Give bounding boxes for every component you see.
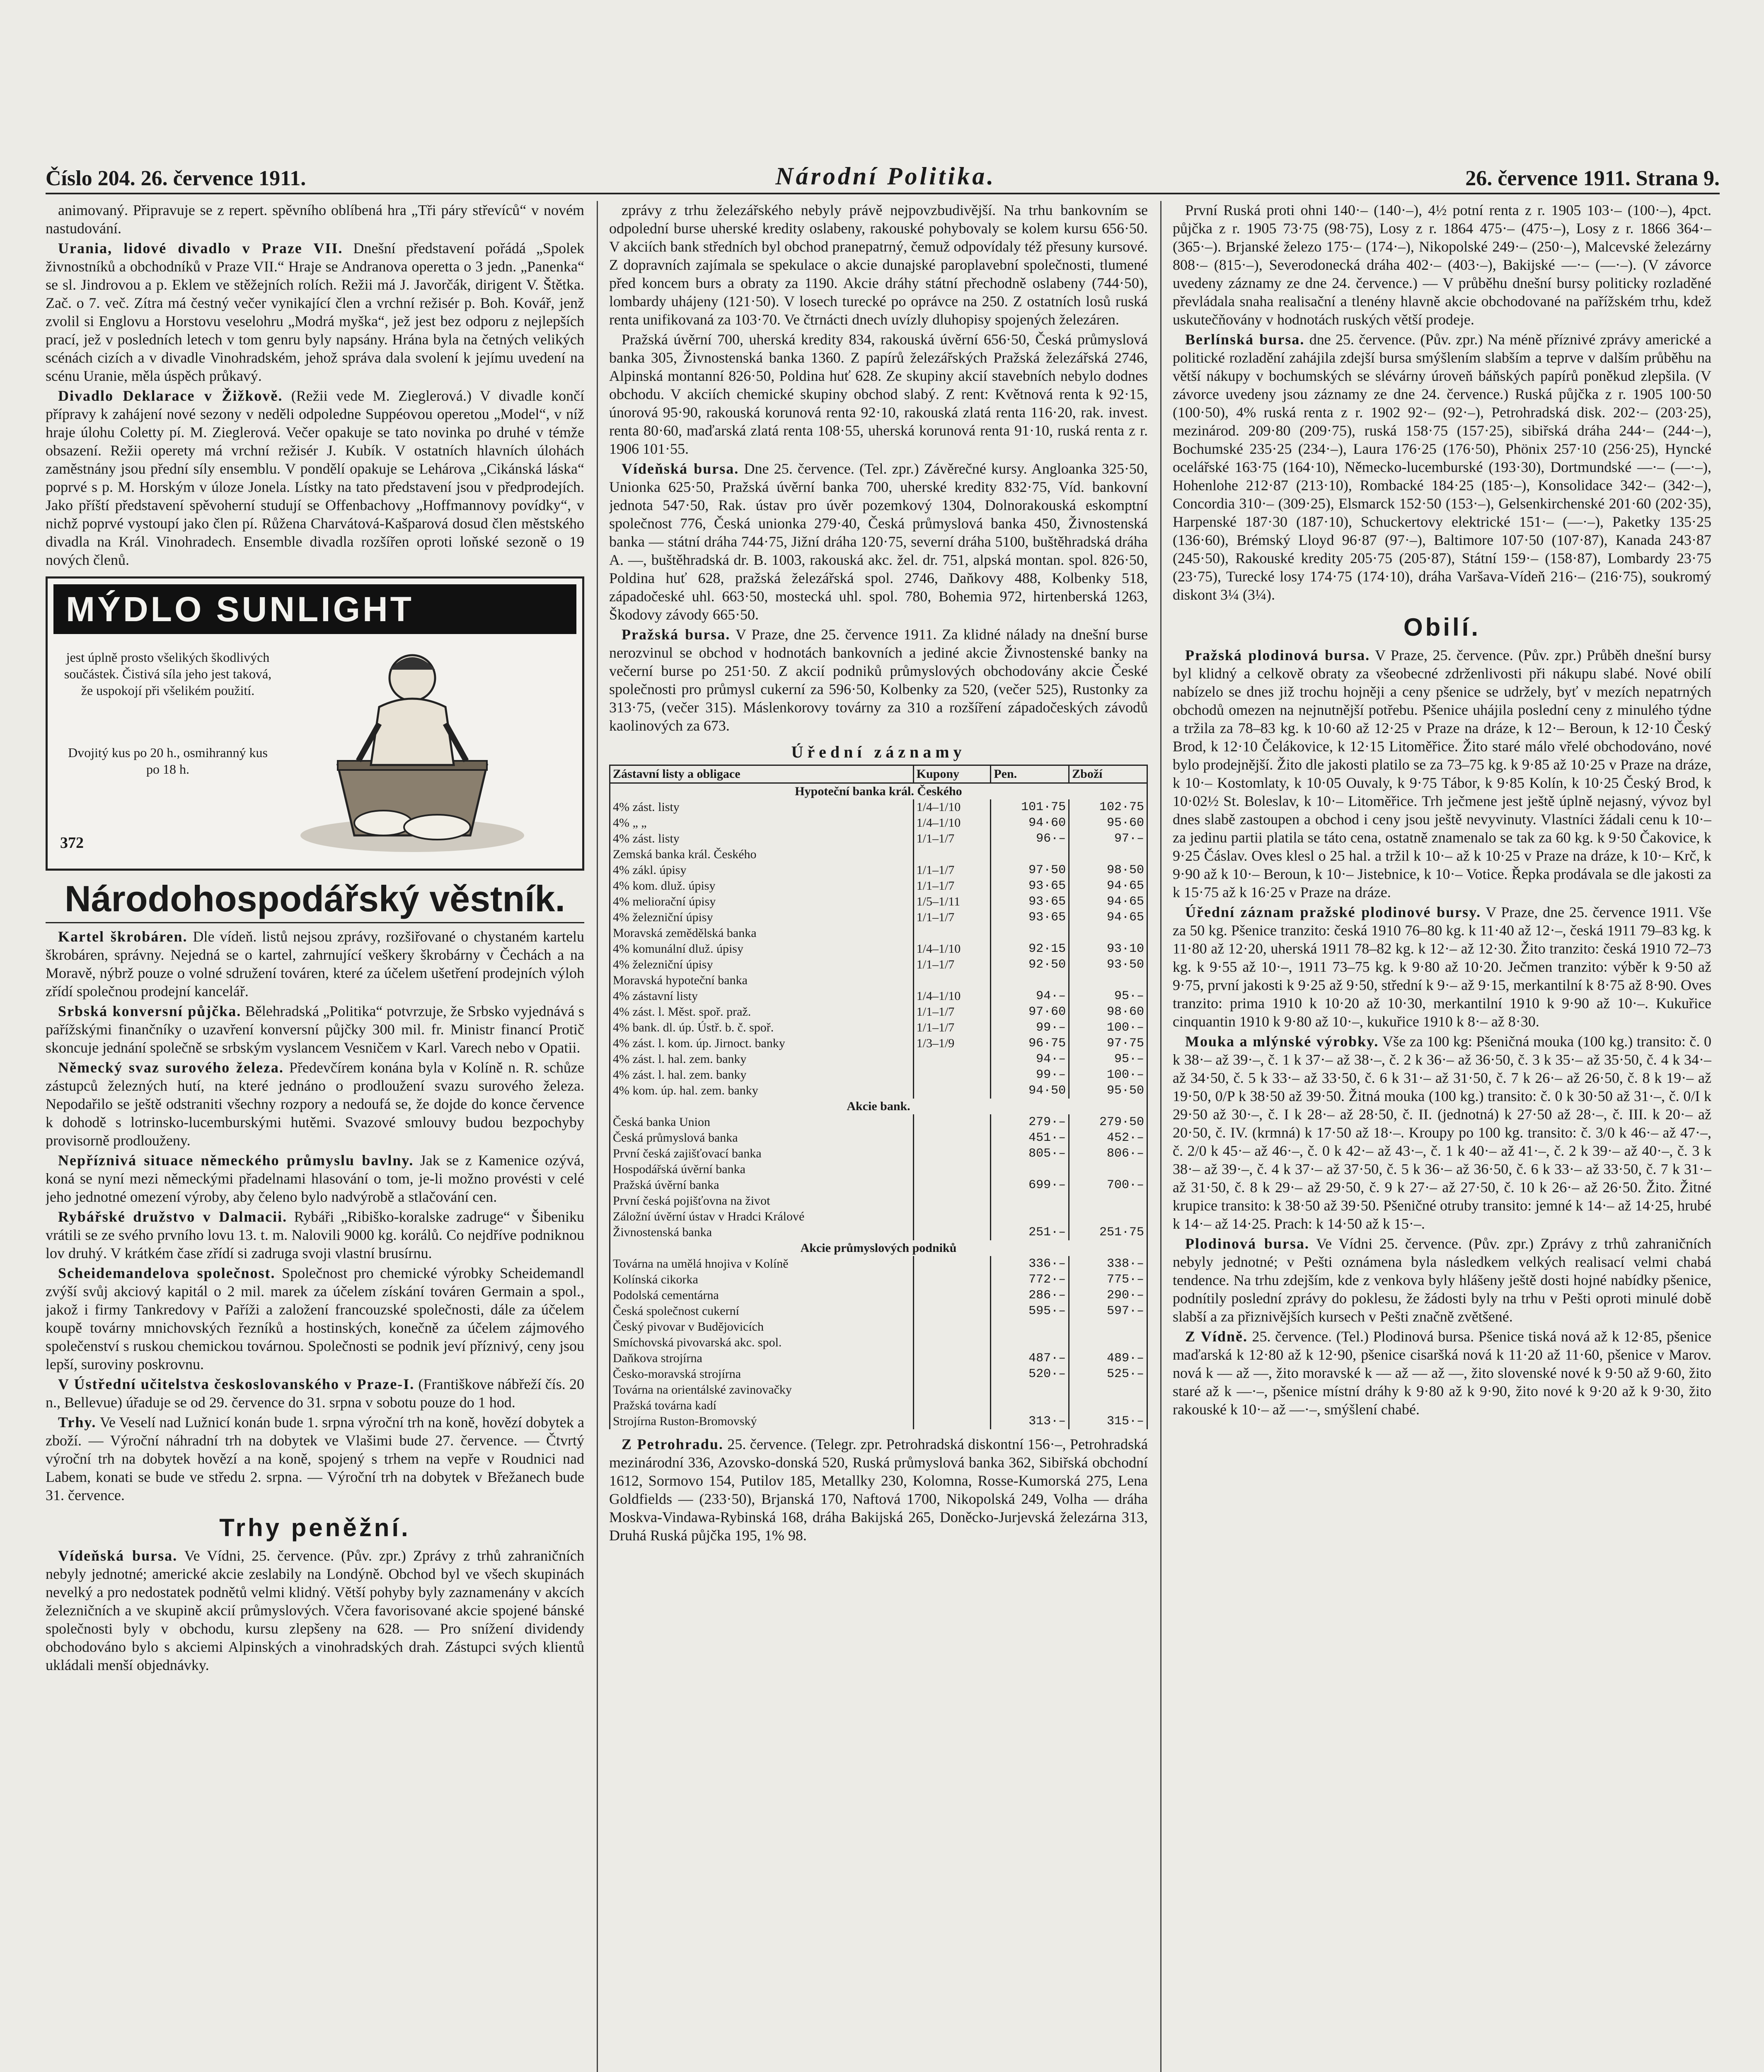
article-paragraph [1173,1032,1711,1233]
bid-cell: 93·65 [991,910,1069,925]
article-heading: Divadlo Deklarace v Žižkově. [58,387,283,404]
column-middle [609,201,1148,2072]
table-row [610,799,1147,815]
ask-cell [1069,847,1147,862]
coupon-cell [913,1272,991,1288]
security-name-cell: Moravská zemědělská banka [610,925,914,941]
table-row [610,1193,1147,1209]
ask-cell: 251·75 [1069,1225,1147,1240]
coupon-cell [913,1335,991,1351]
article-heading: Trhy. [58,1414,97,1431]
article-paragraph [609,1435,1148,1544]
table-row [610,862,1147,878]
article-paragraph: animovaný. Připravuje se z repert. spěvního oblíbená hra „Tři páry střevíců“ v novém nastudování. [46,202,584,237]
table-group-row [610,783,1147,800]
coupon-cell [913,1146,991,1162]
article-text: Předevčírem konána byla v Kolíně n. R. schůze zástupců železných hutí, na které jednáno o prodloužení svazu surového železa. Nepodařilo se ještě odstraniti všechny rozpory a nedoufá se, že dojde do konce července k dohodě s lotrinsko-lucemburskými hutěmi. Svazové smlouvy budou bezpochyby provisorně prodlouženy. [46,1059,584,1149]
coupon-cell [913,1256,991,1272]
bid-cell: 805·– [991,1146,1069,1162]
article-paragraph [46,1058,584,1150]
column-left [46,201,584,2072]
table-row [610,1398,1147,1414]
coupon-cell [913,1162,991,1177]
article-text: Ve Veselí nad Lužnicí konán bude 1. srpna výroční trh na koně, hovězí dobytek a zboží. — Výroční náhradní trh na dobytek ve Vlašimi bude 27. července. — Čtvrtý výroční trh na dobytek hovězí a na koně, spojený s trhem na vepře v Roudnici nad Labem, konati se bude ve středu 2. srpna. — Výroční trh na dobytek v Břežanech bude 31. července. [46,1414,584,1503]
security-name-cell: 4% „ „ [610,815,914,831]
ad-number: 372 [60,834,84,852]
table-row [610,1351,1147,1366]
ask-cell: 102·75 [1069,799,1147,815]
table-row [610,1209,1147,1225]
ask-cell [1069,1193,1147,1209]
article-heading: Berlínská bursa. [1185,331,1305,348]
ask-cell [1069,1398,1147,1414]
article-text: Jak se z Kamenice ozývá, koná se nyní mezi německými přadelnami hlasování o tom, je-li možno provésti v celé jeho jednotné omezení výroby, aby čeleno bylo nadvýrobě a stlačování cen. [46,1152,584,1205]
bid-cell: 93·65 [991,894,1069,910]
ask-cell: 700·– [1069,1177,1147,1193]
article-paragraph [1173,646,1711,901]
table-row [610,1114,1147,1130]
ask-cell: 100·– [1069,1020,1147,1036]
security-name-cell: 4% zást. l. kom. úp. Jirnoct. banky [610,1036,914,1051]
ask-cell: 290·– [1069,1288,1147,1303]
coupon-cell: 1/4–1/10 [913,815,991,831]
ask-cell: 775·– [1069,1272,1147,1288]
table-row [610,925,1147,941]
coupon-cell [913,1366,991,1382]
article-text: Dne 25. července. (Tel. zpr.) Závěrečné kursy. Angloanka 325·50, Unionka 625·50, Pražská úvěrní banka 700, uherské kredity 832·75, Víd. bankovní jednota 547·50, Rak. ústav pro úvěr pozemkový 1304, Dolnorakouská eskomptní společnost 776, Česká unionka 279·40, Česká průmyslová banka 450, Živnostenská banka — státní dráha 744·75, Jižní dráha 120·75, severní dráha 5100, buštěhradská dráha A. —, buštěhradská dr. B. 1003, rakouská akc. žel. dr. 751, alpská montan. spol. 826·50, Poldina huť 628, pražská železářská spol. 2746, Daňkovy 488, Kolbenky 518, západočeské uhl. 663·50, mostecká uhl. spol. 780, Bohemia 972, hirtenberská 1263, Škodovy závody 665·50. [609,460,1148,623]
security-name-cell: Česká společnost cukerní [610,1303,914,1319]
security-name-cell: Česká banka Union [610,1114,914,1130]
coupon-cell: 1/1–1/7 [913,910,991,925]
official-quotes-table [609,765,1148,1429]
article-paragraph [46,239,584,385]
coupon-cell: 1/4–1/10 [913,988,991,1004]
table-row [610,1036,1147,1051]
ask-cell: 94·65 [1069,894,1147,910]
security-name-cell: Česko-moravská strojírna [610,1366,914,1382]
coupon-cell [913,973,991,988]
table-body [610,783,1147,1430]
article-heading: Pražská bursa. [622,626,731,643]
ask-cell [1069,1382,1147,1398]
bid-cell: 97·50 [991,862,1069,878]
ask-cell: 95·– [1069,1051,1147,1067]
coupon-cell [913,1225,991,1240]
table-row [610,988,1147,1004]
security-name-cell: 4% kom. úp. hal. zem. banky [610,1083,914,1099]
security-name-cell: Pražská úvěrní banka [610,1177,914,1193]
bid-cell: 101·75 [991,799,1069,815]
article-paragraph: První Ruská proti ohni 140·– (140·–), 4½ potní renta z r. 1905 103·– (100·–), 4pct. půjčka z r. 1905 73·75 (98·75), Losy z r. 1864 475·– (475·–), Losy z r. 1866 364·– (365·–). Brjanské železo 175·– (174·–), Nikopolské 249·– (250·–), Malcevské železárny 808·– (815·–), Severodonecká dráha 402·– (403·–), Bakijské —·– (—·–). (V závorce uvedeny záznamy ze dne 24. července.) — V průběhu dnešní bursy politicky rozladěné převládala snaha realisační a tlenény hlavně akcie obchodované na pařížském trhu, kdež uskutečňovány v hodnotách ruských větší prodeje. [1173,202,1711,328]
bid-cell: 487·– [991,1351,1069,1366]
column-divider [597,201,598,2072]
table-row [610,1382,1147,1398]
security-name-cell: 4% zást. l. Měst. spoř. praž. [610,1004,914,1020]
table-row [610,1130,1147,1146]
ask-cell: 97·75 [1069,1036,1147,1051]
article-paragraph [46,1547,584,1674]
article-paragraph [1173,330,1711,604]
security-name-cell: Český pivovar v Budějovicích [610,1319,914,1335]
table-row [610,1319,1147,1335]
coupon-cell [913,1319,991,1335]
article-text: Bělehradská „Politika“ potvrzuje, že Srbsko vyjednává s pařížskými finančníky o uzavření konversní půjčky 300 mil. fr. Ministr financí Protič skoncuje jednání společně se srbským vyslancem Vesničem v Karl. Varech nebo v Opatii. [46,1003,584,1056]
table-row [610,941,1147,957]
article-paragraph [46,1413,584,1504]
article-text: Ve Vídni 25. července. (Pův. zpr.) Zprávy z trhů zahraničních nebyly jednotné; v Pešti oznámena byla následkem velkých realisací velmi chabá tendence. Na trhu zdejším, kde z venkova byly hlášeny ještě dosti hojné nabídky pšenice, podnítily poslední zprávy do poklesu, že žádosti byly na trhu v Pešti oproti minulé době slabší a za přiznivějších kursech v Pešti značně zvětšené. [1173,1235,1711,1325]
coupon-cell [913,1414,991,1429]
bid-cell: 97·60 [991,1004,1069,1020]
ask-cell: 98·50 [1069,862,1147,878]
ask-cell: 489·– [1069,1351,1147,1366]
bid-cell: 279·– [991,1114,1069,1130]
article-heading: Vídeňská bursa. [58,1547,178,1564]
article-paragraph [46,1264,584,1373]
security-name-cell: 4% zást. l. hal. zem. banky [610,1067,914,1083]
ask-cell [1069,1162,1147,1177]
coupon-cell [913,1193,991,1209]
article-paragraph [46,1151,584,1206]
table-row [610,1414,1147,1429]
article-heading: Kartel škrobáren. [58,928,188,945]
page-date-number: 26. července 1911. Strana 9. [1465,167,1720,190]
article-text: V Praze, dne 25. července 1911. Za klidné nálady na dnešní burse nerozvinul se obchod v hodnotách bankovních a jediné akcie Živnostenské banky na večerní burse po 251·50. Z akcií podniků průmyslových obchodovány akcie České společnosti pro průmysl cukerní za 596·50, Kolbenky za 520, (večer 525), Rustonky za 313·75, (večer 315). Máslenkorovy továrny za 310 a rozšíření západočeských závodů kaolinových za 673. [609,626,1148,734]
article-text: Vše za 100 kg: Pšeničná mouka (100 kg.) transito: č. 0 k 38·– až 39·–, č. 1 k 37·– až 38·–, č. 2 k 36·– až 36·50, č. 3 k 35·– až 35·50, č. 4 k 34·– až 34·50, č. 5 k 33·– až 33·50, č. 6 k 31·– až 31·50, č. 7 k 26·– až 26·50, č. 8 k 19·– až 19·50, 0/P k 38·50 až 39·50. Žitná mouka (100 kg.) transito: č. 0 k 30·50 až 31·–, č. 0/I k 29·50 až 30·–, č. I k 28·– až 28·50, č. II. (jednotná) k 27·50 až 28·–, č. III. k 20·– až 20·50, č. IV. (krmná) k 17·50 až 18·–. Kroupy po 100 kg. transito: č. 3/0 k 46·– až 47·–, č. 2/0 k 45·– až 46·–, č. 0 k 42·– až 43·–, č. 1 k 40·– až 41·–, č. 2 k 39·– až 40·–, č. 3 k 38·– až 39·–, č. 4 k 37·– až 37·50, č. 5 k 36·– až 36·50, č. 6 k 33·– až 33·50, č. 7 k 31·– až 31·50, č. 8 k 29·– až 29·50, č. 9 k 27·– až 27·50, č. 10 k 26·– až 26·50. Žito. Žitné krupice transito: k 38·50 až 39·50. Pšeničné otruby transito: jemné k 14·– až 14·25, hrubé k 14·– až 14·25. Prach: k 14·50 až k 15·–. [1173,1033,1711,1232]
coupon-cell: 1/1–1/7 [913,862,991,878]
security-name-cell: 4% komunální dluž. úpisy [610,941,914,957]
table-row [610,1177,1147,1193]
coupon-cell: 1/4–1/10 [913,941,991,957]
table-row [610,1335,1147,1351]
coupon-cell [913,1051,991,1067]
running-header [46,153,1720,191]
article-text: Dle vídeň. listů nejsou zprávy, rozšiřované o chystaném kartelu škrobáren, správny. Nejedná se o kartel, zahrnující veškery škrobárny v Čechách a na Moravě, nýbrž pouze o volné sdružení továren, které za účelem ušetření prodejních výloh zřídí společnou prodejní kancelář. [46,928,584,1000]
bid-cell: 96·– [991,831,1069,847]
security-name-cell: Hospodářská úvěrní banka [610,1162,914,1177]
column-right [1173,201,1711,2072]
bid-cell: 92·15 [991,941,1069,957]
coupon-cell [913,1177,991,1193]
table-row [610,1162,1147,1177]
bid-cell: 699·– [991,1177,1069,1193]
article-paragraph: Pražská úvěrní 700, uherská kredity 834, rakouská úvěrní 656·50, Česká průmyslová banka 305, Živnostenská banka 1360. Z papírů železářských Pražská železářská 2746, Alpinská montanní 826·50, Poldina huť 628. Ze skupiny akcií stavebních nebylo dodnes obchodu. V akciích chemické skupiny obchod slabý. Z rent: Květnová renta k 92·15, únorová 95·90, rakouská korunová renta 92·10, rakouská zlatá renta 116·20, rak. invest. renta 80·60, maďarská zlatá renta 108·55, uherská korunová renta 91·10, ruská renta z r. 1906 101·55. [609,331,1148,457]
table-row [610,831,1147,847]
table-row [610,910,1147,925]
article-text: (Režii vede M. Zieglerová.) V divadle končí přípravy k zahájení nové sezony v neděli odpoledne Suppéovou operetou „Model“, v níž hraje úlohu Coletty pí. M. Zieglerová. Večer opakuje se tato novinka po druhé v témže obsazení. Režii operety má vrchní režisér J. Kubík. V ostatních hlavních úlohách zaměstnány jsou přední síly ensemblu. V pondělí opakuje se Lehárova „Cikánská láska“ poprvé s p. M. Horským v úloze Jonela. Lístky na tato představení jsou v předprodejích. Jako příští představení spěvoherní studují se Offenbachovy „Hoffmannovy povídky“, v nichž poprvé vystoupí jako člen pí. Růžena Charvátová-Kašparová dosud člen městského divadla na Král. Vinohradech. Ensemble divadla rozšířen oproti loňské sezoně o 19 nových členů. [46,387,584,568]
table-row [610,1051,1147,1067]
security-name-cell: Kolínská cikorka [610,1272,914,1288]
ask-cell: 597·– [1069,1303,1147,1319]
article-heading: Nepříznivá situace německého průmyslu bavlny. [58,1152,414,1169]
ask-cell [1069,925,1147,941]
article-heading: Urania, lidové divadlo v Praze VII. [58,240,343,257]
security-name-cell: Podolská cementárna [610,1288,914,1303]
article-heading: Scheidemandelova společnost. [58,1265,276,1281]
bid-cell: 313·– [991,1414,1069,1429]
coupon-cell: 1/1–1/7 [913,831,991,847]
column-header: Pen. [991,765,1069,783]
security-name-cell: 4% bank. dl. úp. Ústř. b. č. spoř. [610,1020,914,1036]
article-heading: Z Petrohradu. [622,1436,724,1452]
ask-cell: 95·60 [1069,815,1147,831]
table-row [610,1083,1147,1099]
article-text: V Praze, dne 25. července 1911. Vše za 50 kg. Pšenice tranzito: česká 1910 76–80 kg. k 11·40 až 12·–, česká 1911 79–83 kg. k 11·80 až 12·20, uherská 1911 78–82 kg. k 12·– až 12·30. Žito tranzito: česká 1910 72–73 kg. k 9·55 až 10·–, 1911 73–75 kg. k 9·80 až 10·20. Ječmen tranzito: výběr k 9·50 až 9·75, první jakosti k 9·25 až 9·50, střední k 9·– až 9·15, merkantilní k 8·75 až 8·90. Oves tranzito: prima 1910 k 10·20 až 10·30, merkantilní 1910 k 9·90 až 10·–. Kukuřice cinquantin 1910 k 9·80 až 10·–, kukuřice 1910 k 8·– až 8·30. [1173,904,1711,1030]
table-row [610,1020,1147,1036]
bid-cell: 93·65 [991,878,1069,894]
security-name-cell: 4% zákl. úpisy [610,862,914,878]
article-heading: Vídeňská bursa. [622,460,739,477]
column-header: Kupony [913,765,991,783]
bid-cell [991,1162,1069,1177]
security-name-cell: Továrna na orientálské zavinovačky [610,1382,914,1398]
article-paragraph: zprávy z trhu železářského nebyly právě nejpovzbudivější. Na trhu bankovním se odpolední burse uherské kredity oslabeny, rakouské pohybovaly se kolem kursu 656·50. V akciích bank středních byl obchod pranepatrný, čemuž odpovídaly též přesuny kursové. Z dopravních zajímala se spekulace o akcie dunajské paroplavební společnosti, tlumené před koncem burs a obraty za 1190. Akcie dráhy státní přechodně oslabeny (744·50), lombardy uhájeny (121·50). V losech turecké po oprávce na 250. Z ostatních losů ruská renta unifikovaná za 103·70. Ve čtrnácti dnech uvízly dluhopisy spojených železáren. [609,202,1148,328]
table-caption: Úřední záznamy [791,743,966,761]
ask-cell [1069,973,1147,988]
article-heading: V Ústřední učitelstva českoslovanského v Praze-I. [58,1376,415,1392]
article-paragraph [46,927,584,1000]
security-name-cell: 4% železniční úpisy [610,957,914,973]
section-title-economy: Národohospodářský věstník. [46,879,584,923]
ask-cell: 338·– [1069,1256,1147,1272]
coupon-cell [913,1130,991,1146]
table-row [610,847,1147,862]
coupon-cell [913,1114,991,1130]
ask-cell: 452·– [1069,1130,1147,1146]
security-name-cell: 4% kom. dluž. úpisy [610,878,914,894]
table-row [610,815,1147,831]
ask-cell: 94·65 [1069,910,1147,925]
bid-cell [991,847,1069,862]
article-paragraph [609,460,1148,624]
bid-cell: 286·– [991,1288,1069,1303]
table-row [610,957,1147,973]
security-name-cell: Smíchovská pivovarská akc. spol. [610,1335,914,1351]
table-row [610,1067,1147,1083]
coupon-cell [913,925,991,941]
article-text: Rybáři „Ribiško-koralske zadruge“ v Šibeniku vrátili se ze svého prvního lovu 13. t. m. Nalovili 9000 kg. korálů. Co nejdříve podniknou lov druhý. V krátkém čase zřídí si zadruga svoji vlastní brusírnu. [46,1208,584,1261]
article-paragraph [1173,1234,1711,1326]
ad-brand-banner: MÝDLO SUNLIGHT [53,584,576,634]
bid-cell: 99·– [991,1020,1069,1036]
coupon-cell [913,1398,991,1414]
table-group-row [610,1099,1147,1114]
bid-cell: 94·60 [991,815,1069,831]
article-text: 25. července. (Tel.) Plodinová bursa. Pšenice tiská nová až k 12·85, pšenice maďarská k 12·80 až k 12·90, pšenice cisaršká nová k 11·20 až 11·60, pšenice v Marov. nová k — až —, žito moravské k — až — až —, žito slovenské nové k 9·50 až 9·60, žito staré až k —·–, pšenice místní dráhy k 9·80 až k 9·90, žito nové k 9·20 až k 9·30, žito rakouské k 10·– až —·–, smýšlení chabé. [1173,1328,1711,1418]
coupon-cell: 1/4–1/10 [913,799,991,815]
bid-cell: 520·– [991,1366,1069,1382]
security-name-cell: Živnostenská banka [610,1225,914,1240]
security-name-cell: První česká pojišťovna na život [610,1193,914,1209]
bid-cell [991,1209,1069,1225]
table-row [610,1303,1147,1319]
column-header: Zástavní listy a obligace [610,765,914,783]
security-name-cell: Strojírna Ruston-Bromovský [610,1414,914,1429]
bid-cell [991,925,1069,941]
security-name-cell: 4% meliorační úpisy [610,894,914,910]
bid-cell: 92·50 [991,957,1069,973]
article-heading: Rybářské družstvo v Dalmacii. [58,1208,288,1225]
coupon-cell: 1/1–1/7 [913,1004,991,1020]
coupon-cell: 1/1–1/7 [913,1020,991,1036]
table-row [610,1256,1147,1272]
table-group-title: Akcie bank. [610,1099,1147,1114]
article-paragraph [46,1208,584,1262]
article-text: Společnost pro chemické výrobky Scheidemandl zvýší svůj akciový kapitál o 2 mil. marek za účelem získání továren Germain a spol., jakož i firmy Tankredovy v Paříži a založení francouzské společnosti, dále za účelem koupě továrny mnichovských řezníků a hostinských, konečně za účelem zájmového společenství s ruskou chemickou továrnou. Společnosti se podnik jeví příznivý, ceny jsou lepší, suroviny poskrovnu. [46,1265,584,1372]
ask-cell [1069,1319,1147,1335]
bid-cell: 595·– [991,1303,1069,1319]
column-divider [1160,201,1161,2072]
bid-cell: 99·– [991,1067,1069,1083]
coupon-cell [913,847,991,862]
ask-cell: 97·– [1069,831,1147,847]
coupon-cell [913,1209,991,1225]
ask-cell [1069,1335,1147,1351]
table-group-title: Akcie průmyslových podniků [610,1240,1147,1256]
washerwoman-illustration [288,641,537,856]
section-title-money-markets: Trhy peněžní. [219,1514,411,1542]
security-name-cell: Zemská banka král. Českého [610,847,914,862]
article-text: (Františkove nábřeží čís. 20 n., Bellevue) úřaduje se od 29. července do 31. srpna v sobotu pouze do 1 hod. [46,1376,584,1411]
table-row [610,1225,1147,1240]
bid-cell: 772·– [991,1272,1069,1288]
bid-cell [991,1319,1069,1335]
ask-cell: 93·10 [1069,941,1147,957]
coupon-cell: 1/3–1/9 [913,1036,991,1051]
ask-cell: 100·– [1069,1067,1147,1083]
article-paragraph [46,1375,584,1411]
newspaper-title: Národní Politika. [775,162,996,190]
bid-cell: 96·75 [991,1036,1069,1051]
article-paragraph [1173,1327,1711,1418]
table-row [610,1366,1147,1382]
bid-cell: 94·50 [991,1083,1069,1099]
bid-cell: 336·– [991,1256,1069,1272]
ask-cell: 279·50 [1069,1114,1147,1130]
table-row [610,894,1147,910]
bid-cell [991,1193,1069,1209]
table-row [610,1146,1147,1162]
ask-cell: 98·60 [1069,1004,1147,1020]
article-text: V Praze, 25. července. (Pův. zpr.) Průběh dnešní bursy byl klidný a celkově obraty za všeobecné zdrženlivosti při nákupu slabé. Nové obilí nabízelo se dnes již trochu hojněji a ceny pšenice se udržely, byť v mezích nepatrných obchodů omezen na nejnutnější potřebu. Pšenice uhájila poslední ceny z minulého týdne a tržila za 78–83 kg. k 10·60 až 12·25 v Praze na dráze, k 12·– Beroun, k 12·10 Český Brod, k 12·10 Čelákovice, k 12·15 Litoměřice. Žito staré málo vřelé obchodováno, nové bylo prodejnější. Žito dle jakosti platilo se za 73–75 kg. k 9·85 až 10·25 v Praze na dráze, k 10·– Kostomlaty, k 10·05 Ouvaly, k 9·75 Tábor, k 9·85 Kolín, k 10·25 Český Brod, k 10·02½ St. Boleslav, k 10·– Litoměřice. Trh ječmene jest ještě úplně nejasný, vývoz byl dnes slabě zastoupen a obchod i ceny jsou ještě nevyvinuty. Vlastníci žádali cenu k 10·– za jedinu partii platila se táto cena, ostatně znamenalo se tak za 60 kg. k 9·50 Čakovice, k 9·25 Čáslav. Oves klesl o 25 hal. a tržil k 10·– až k 10·25 v Praze na dráze, k 10·– Krč, k 9·90 až k 10·– Beroun, k 10·– Jistebnice, k 10·– Votice. Řepka prodávala se dle jakosti za k 15·75 až k 16·25 v Praze na dráze. [1173,647,1711,900]
table-group-row [610,1240,1147,1256]
newspaper-page [46,108,1720,2072]
bid-cell [991,1398,1069,1414]
article-paragraph [1173,903,1711,1031]
ask-cell: 315·– [1069,1414,1147,1429]
security-name-cell: Česká průmyslová banka [610,1130,914,1146]
bid-cell: 451·– [991,1130,1069,1146]
article-heading: Pražská plodinová bursa. [1185,647,1370,663]
article-paragraph [46,1002,584,1057]
ask-cell: 95·50 [1069,1083,1147,1099]
article-heading: Německý svaz surového železa. [58,1059,284,1076]
ask-cell [1069,1209,1147,1225]
security-name-cell: Záložní úvěrní ústav v Hradci Králové [610,1209,914,1225]
security-name-cell: Daňkova strojírna [610,1351,914,1366]
bid-cell: 94·– [991,988,1069,1004]
security-name-cell: 4% zást. l. hal. zem. banky [610,1051,914,1067]
ask-cell: 94·65 [1069,878,1147,894]
coupon-cell [913,1288,991,1303]
ad-price: Dvojitý kus po 20 h., osmihranný kus po 18 h. [68,745,268,777]
bid-cell: 251·– [991,1225,1069,1240]
bid-cell: 94·– [991,1051,1069,1067]
article-paragraph [609,625,1148,735]
article-heading: Úřední záznam pražské plodinové bursy. [1185,904,1481,920]
coupon-cell: 1/1–1/7 [913,957,991,973]
security-name-cell: 4% zást. listy [610,831,914,847]
section-title-grain: Obilí. [1403,613,1481,641]
article-text: dne 25. července. (Pův. zpr.) Na méně příznivé zprávy americké a politické rozladění zahájila zdejší bursa smýšlením slabším a teprve v dalším průběhu na větší nákupy v bochumských se slévárny úroveň báňských papírů poněkud zlepšila. (V závorce uvedeny jsou záznamy ze dne 24. července.) Ruská půjčka z r. 1905 100·50 (100·50), 4% ruská renta z r. 1902 92·– (92·–), Petrohradská disk. 202·– (203·25), mezinárod. 209·80 (209·75), ruská 158·75 (157·25), sibiřská dráha 244·– (244·–), Bochumské 235·25 (234·–), Laura 176·25 (176·50), Phönix 257·10 (256·25), Hyncké ocelářské 163·75 (164·10), Německo-lucemburské (193·30), Dortmundské —·– (—·–), Hohenlohe 212·87 (213·10), Rombacké 184·25 (185·–), Konsolidace 342·– (342·–), Concordia 310·– (309·25), Elsmarck 152·50 (153·–), Gelsenkirchenské 201·60 (202·35), Harpenské 187·30 (187·10), Schuckertovy elektrické 151·– (—·–), Paketky 135·25 (136·60), Brémský Lloyd 96·87 (97·–), Baltimore 107·50 (107·87), Kanada 243·87 (245·50), Rakouské kredity 205·75 (205·87), Státní 159·– (158·87), Lombardy 23·75 (23·75), Turecké losy 174·75 (174·10), dráha Varšava-Vídeň 216·– (216·75), soukromý diskont 3¼ (3¼). [1173,331,1711,603]
table-row [610,1004,1147,1020]
article-heading: Plodinová bursa. [1185,1235,1309,1252]
coupon-cell [913,1351,991,1366]
bid-cell [991,1335,1069,1351]
coupon-cell: 1/1–1/7 [913,878,991,894]
coupon-cell [913,1067,991,1083]
article-paragraph [46,387,584,569]
table-row [610,1288,1147,1303]
article-heading: Mouka a mlýnské výrobky. [1185,1033,1379,1050]
coupon-cell: 1/5–1/11 [913,894,991,910]
ask-cell: 806·– [1069,1146,1147,1162]
security-name-cell: 4% zástavní listy [610,988,914,1004]
bid-cell [991,1382,1069,1398]
sunlight-soap-advertisement [46,576,584,871]
security-name-cell: 4% zást. listy [610,799,914,815]
article-text: Dnešní představení pořádá „Spolek živnostníků a obchodníků v Praze VII.“ Hraje se Andranova operetta o 3 jedn. „Panenka“ se sl. Jindrovou a p. Eklem ve stěžejních rolích. Režii má J. Javorčák, dirigent V. Štětka. Zač. o 7. več. Zítra má čestný večer vynikající člen a vrchní režisér p. Boh. Kovář, jenž zvolil si Englovu a Horstovu veselohru „Modrá myška“, jež jest bez odporu z nejlepších prací, jež v posledních letech v tom genru byly napsány. Hrána byla na četných velikých scénách cizích a v divadle Vinohradském, jehož správa dala svolení k jejímu uvedení na scénu Uranie, měla úspěch průkavý. [46,240,584,384]
article-heading: Z Vídně. [1185,1328,1248,1345]
coupon-cell [913,1083,991,1099]
security-name-cell: Továrna na umělá hnojiva v Kolíně [610,1256,914,1272]
ad-text: jest úplně prosto všelikých škodlivých součástek. Čistivá síla jeho jest taková, že uspokojí při všelikém použití. [64,650,272,698]
article-text: Ve Vídni, 25. července. (Pův. zpr.) Zprávy z trhů zahraničních nebyly jednotné; americké akcie zeslabily na Londýně. Obchod byl ve všech skupinách nevelký a pro nedostatek podnětů velmi klidný. Větší pohyby byly zaznamenány v akcích železničních a ve skupině akcií průmyslových. Včera favorisované akcie spojené bánské společnosti byly v obchodu, kursu zlepšeny na 628. — Pro snížení dividendy obchodováno bylo s akciemi Alpinských a vinohradských drah. Zástupci svých klientů ukládali menší objednávky. [46,1547,584,1673]
security-name-cell: 4% železniční úpisy [610,910,914,925]
coupon-cell [913,1382,991,1398]
ask-cell: 525·– [1069,1366,1147,1382]
security-name-cell: Pražská továrna kadí [610,1398,914,1414]
article-text: 25. července. (Telegr. zpr. Petrohradská diskontní 156·–, Petrohradská mezinárodní 336, Azovsko-donská 520, Ruská průmyslová banka 362, Sibiřská obchodní 1612, Sormovo 154, Putilov 185, Metallky 230, Kolomna, Rosse-Kumorská 275, Lena Goldfields — (233·50), Brjanská 170, Naftová 1700, Nikopolská 249, Volha — dráha Moskva-Vindawa-Rybinská 168, dráha Bakijská 265, Doněcko-Jurjevská železárna 313, Druhá Ruská půjčka 195, 1% 98. [609,1436,1148,1544]
table-row [610,973,1147,988]
table-row [610,878,1147,894]
ask-cell: 95·– [1069,988,1147,1004]
header-rule [46,193,1720,194]
ask-cell: 93·50 [1069,957,1147,973]
coupon-cell [913,1303,991,1319]
table-row [610,1272,1147,1288]
bid-cell [991,973,1069,988]
security-name-cell: První česká zajišťovací banka [610,1146,914,1162]
issue-number-date: Číslo 204. 26. července 1911. [46,167,306,190]
article-heading: Srbská konversní půjčka. [58,1003,242,1019]
security-name-cell: Moravská hypoteční banka [610,973,914,988]
column-header: Zboží [1069,765,1147,783]
table-group-title: Hypoteční banka král. Českého [610,783,1147,800]
table-header-row [610,765,1147,783]
